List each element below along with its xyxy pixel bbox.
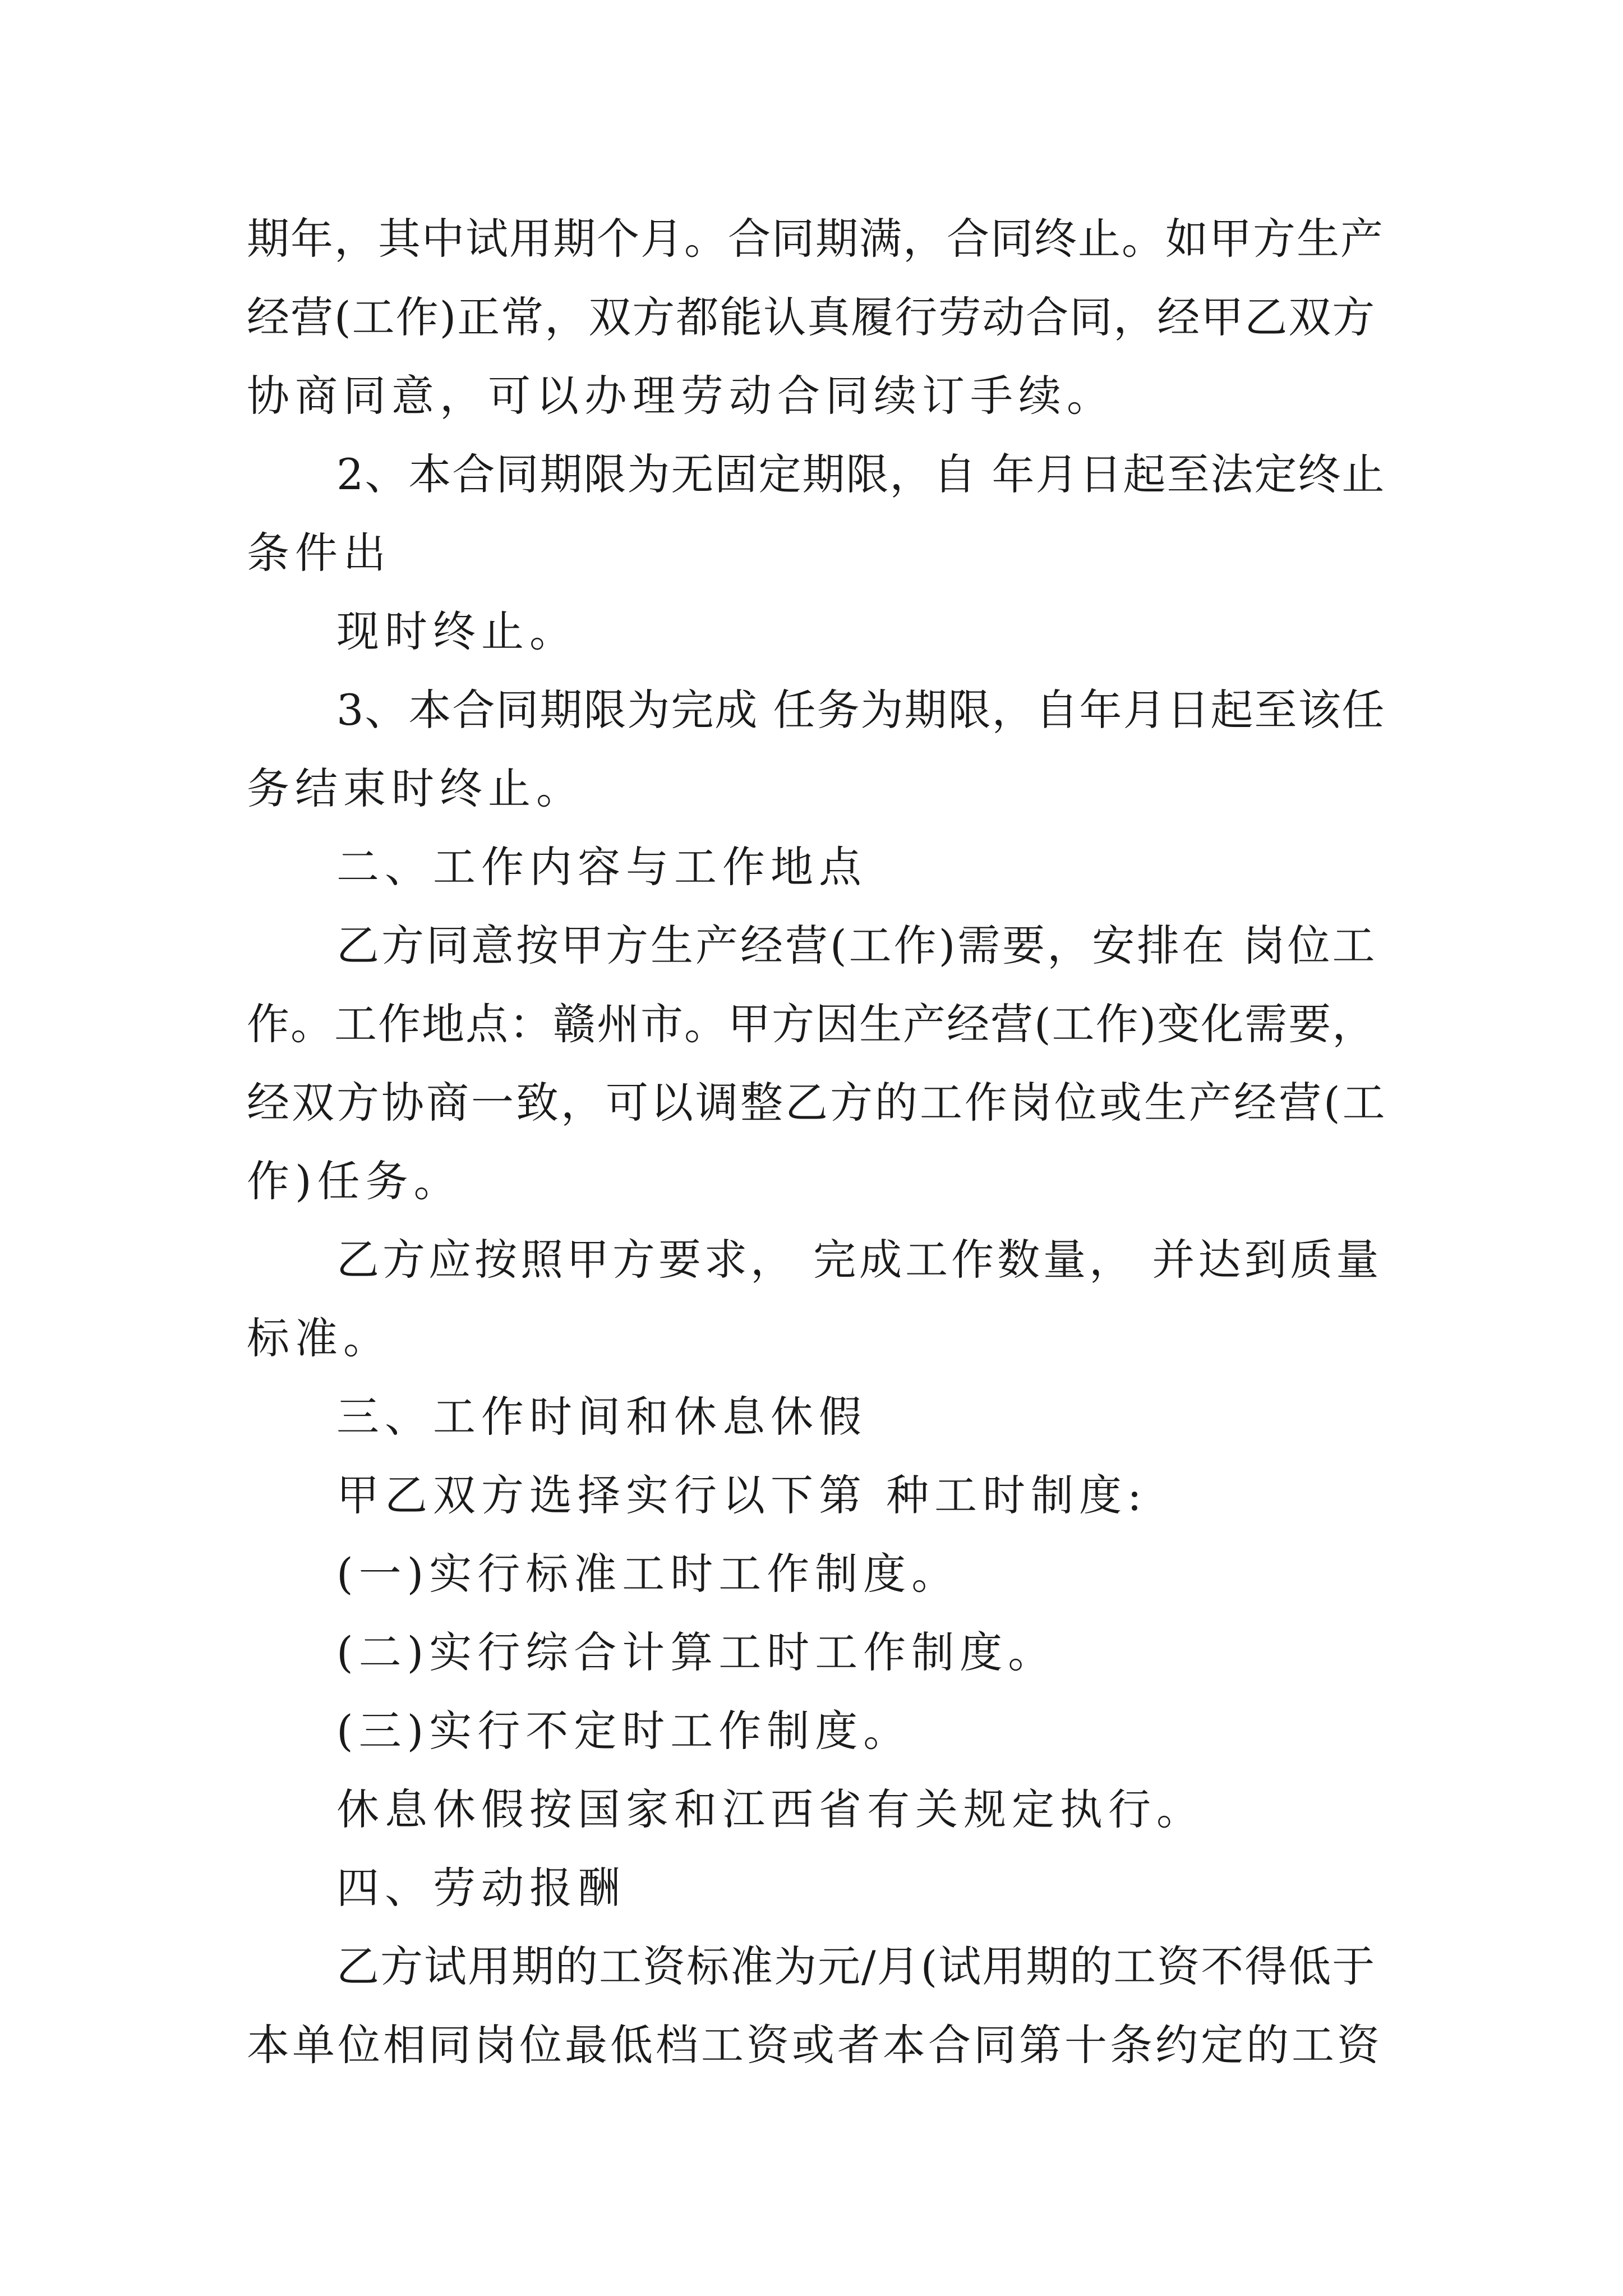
text-line-15: 标准。 [247,1313,391,1363]
list-item-2: (二)实行综合计算工时工作制度。 [336,1627,1057,1677]
text-line-24: 本单位相同岗位最低档工资或者本合同第十条约定的工资 [247,2020,1382,2070]
text-line-21: 休息休假按国家和江西省有关规定执行。 [336,1784,1205,1834]
text-line-1: 期年，其中试用期个月。合同期满，合同终止。如甲方生产 [247,214,1384,264]
section-heading-4: 四、劳动报酬 [336,1863,626,1913]
section-heading-3: 三、工作时间和休息休假 [336,1392,867,1442]
text-line-3: 协商同意，可以办理劳动合同续订手续。 [247,371,1115,421]
text-line-10: 乙方同意按甲方生产经营(工作)需要，安排在 岗位工 [336,921,1377,970]
text-line-14: 乙方应按照甲方要求， 完成工作数量， 并达到质量 [336,1235,1382,1285]
text-line-17: 甲乙双方选择实行以下第 种工时制度: [336,1470,1147,1520]
list-item-1: (一)实行标准工时工作制度。 [336,1549,960,1599]
text-line-4: 2、本合同期限为无固定期限，自 年月日起至法定终止 [336,449,1386,499]
text-line-5: 条件出 [247,528,391,578]
text-line-12: 经双方协商一致，可以调整乙方的工作岗位或生产经营(工 [247,1078,1387,1128]
text-line-11: 作。工作地点：赣州市。甲方因生产经营(工作)变化需要， [247,999,1376,1049]
text-line-6: 现时终止。 [336,606,578,656]
text-line-23: 乙方试用期的工资标准为元/月(试用期的工资不得低于 [336,1941,1376,1991]
section-heading-2: 二、工作内容与工作地点 [336,842,867,892]
text-line-13: 作)任务。 [247,1156,462,1206]
list-item-3: (三)实行不定时工作制度。 [336,1706,912,1756]
text-line-8: 务结束时终止。 [247,763,584,813]
text-line-7: 3、本合同期限为完成 任务为期限，自年月日起至该任 [336,685,1386,735]
text-line-2: 经营(工作)正常，双方都能认真履行劳动合同，经甲乙双方 [247,292,1376,342]
